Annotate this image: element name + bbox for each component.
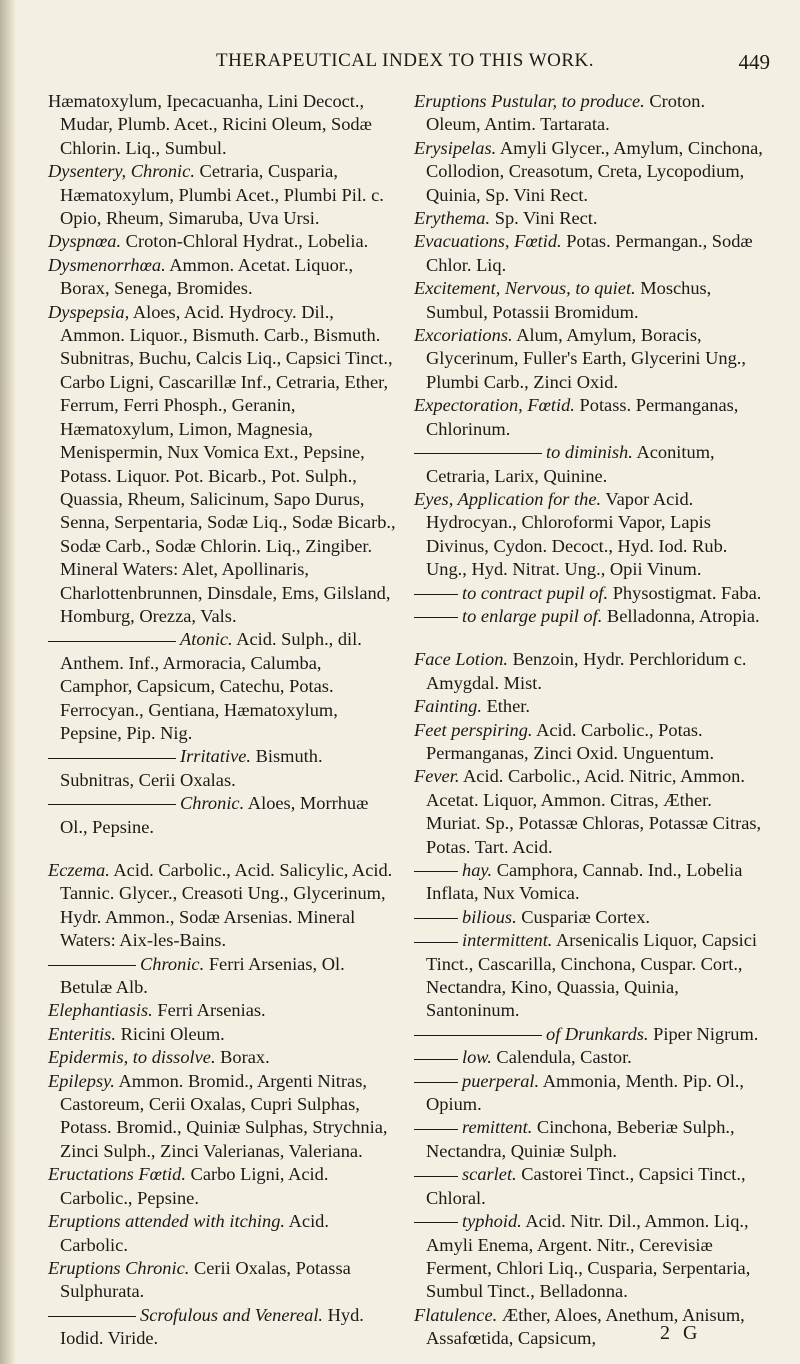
index-term: Erysipelas.	[414, 137, 497, 158]
ditto-rule	[414, 1059, 458, 1060]
index-remedies: Bismuth. Subnitras, Cerii Oxalas.	[60, 746, 323, 790]
index-remedies: Ferri Arsenias.	[157, 1000, 266, 1021]
index-remedies: Cerii Oxalas, Potassa Sulphurata.	[60, 1257, 351, 1302]
index-entry	[48, 953, 398, 1000]
index-remedies: Acid. Carbolic., Acid. Nitric, Ammon. Acetat. Liquor, Ammon. Citras, Æther. Muriat. Sp., Potassæ Chloras, Potassæ Citras, Potas. Tart. Acid.	[426, 766, 762, 857]
running-header	[40, 50, 770, 80]
index-entry	[414, 230, 764, 277]
index-entry	[48, 628, 398, 745]
index-entry	[48, 301, 398, 629]
index-remedies: Acid. Nitr. Dil., Ammon. Liq., Amyli Enema, Argent. Nitr., Cerevisiæ Ferment, Chlori Liq., Cusparia, Serpentaria, Sumbul Tinct., Belladonna.	[426, 1211, 751, 1302]
index-entry	[48, 1257, 398, 1304]
index-remedies: Acid. Carbolic., Potas. Permanganas, Zinci Oxid. Unguentum.	[426, 719, 715, 763]
index-term: Fever.	[414, 766, 460, 787]
index-term: Epidermis, to dissolve.	[48, 1047, 216, 1068]
index-entry	[414, 719, 764, 766]
index-term: typhoid.	[462, 1211, 522, 1232]
index-entry	[414, 906, 764, 929]
index-entry	[48, 999, 398, 1022]
index-remedies: Calendula, Castor.	[496, 1047, 632, 1068]
index-term: Epilepsy.	[48, 1070, 115, 1091]
running-title: THERAPEUTICAL INDEX TO THIS WORK.	[215, 50, 595, 71]
ditto-rule	[414, 1129, 458, 1130]
index-term: Eruptions attended with itching.	[48, 1211, 286, 1232]
index-term: Chronic.	[180, 793, 245, 814]
right-column	[414, 90, 764, 1351]
ditto-rule	[414, 942, 458, 943]
index-entry	[414, 648, 764, 695]
index-term: hay.	[462, 860, 493, 880]
index-entry	[414, 1116, 764, 1163]
index-entry	[414, 394, 764, 441]
index-entry	[414, 207, 764, 230]
ditto-rule	[414, 1222, 458, 1223]
page-binding-shadow	[0, 0, 16, 1364]
index-entry	[48, 1163, 398, 1210]
index-term: bilious.	[462, 906, 517, 927]
index-term: Dyspepsia,	[48, 301, 130, 322]
index-remedies: Potas. Permangan., Sodæ Chlor. Liq.	[426, 231, 753, 275]
index-remedies: Aloes, Acid. Hydrocy. Dil., Ammon. Liquor., Bismuth. Carb., Bismuth. Subnitras, Buchu, Calcis Liq., Capsici Tinct., Carbo Ligni, Cascarillæ Inf., Cetraria, Ether, Ferrum, Ferri Phosph., Geranin, Hæmatoxylum, Limon, Magnesia, Menispermin, Nux Vomica Ext., Pepsine, Potass. Liquor. Pot. Bicarb., Pot. Sulph., Quassia, Rheum, Salicinum, Sapo Durus, Senna, Serpentaria, Sodæ Liq., Sodæ Bicarb., Sodæ Carb., Sodæ Chlorin. Liq., Zingiber. Mineral Waters: Alet, Apollinaris, Charlottenbrunnen, Dinsdale, Ems, Gilsland, Homburg, Orezza, Vals.	[60, 301, 396, 626]
index-entry	[414, 1304, 764, 1351]
index-term: Eruptions Pustular, to produce.	[414, 91, 645, 111]
index-entry	[414, 488, 764, 582]
index-remedies: Ricini Oleum.	[120, 1023, 225, 1044]
index-entry	[414, 441, 764, 488]
index-entry	[414, 1070, 764, 1117]
index-entry	[48, 1046, 398, 1069]
index-term: Evacuations, Fœtid.	[414, 231, 562, 252]
index-remedies: Hyd. Iodid. Viride.	[60, 1304, 364, 1349]
index-term: Excitement, Nervous, to quiet.	[414, 278, 636, 299]
index-term: Scrofulous and Venereal.	[140, 1304, 324, 1325]
index-remedies: Borax.	[220, 1047, 270, 1068]
index-entry	[414, 765, 764, 859]
index-term: Fainting.	[414, 696, 482, 717]
index-remedies: Benzoin, Hydr. Perchloridum c. Amygdal. Mist.	[426, 649, 747, 693]
index-entry	[48, 792, 398, 839]
printer-signature-mark: 2 G	[660, 1322, 702, 1344]
index-remedies: Acid. Sulph., dil. Anthem. Inf., Armoracia, Calumba, Camphor, Capsicum, Catechu, Potas. Ferrocyan., Gentiana, Hæmatoxylum, Pepsine, Pip. Nig.	[60, 629, 362, 743]
index-term: Dysmenorrhœa.	[48, 254, 166, 275]
index-term: Enteritis.	[48, 1023, 116, 1044]
index-remedies: Croton-Chloral Hydrat., Lobelia.	[125, 231, 369, 252]
index-entry	[414, 1023, 764, 1046]
index-term: Expectoration, Fœtid.	[414, 395, 575, 416]
ditto-rule	[48, 1316, 136, 1317]
index-entry	[414, 582, 764, 605]
ditto-rule	[48, 804, 176, 805]
index-remedies: Cetraria, Cusparia, Hæmatoxylum, Plumbi Acet., Plumbi Pil. c. Opio, Rheum, Simaruba, Uva Ursi.	[60, 161, 384, 229]
index-entry	[414, 1046, 764, 1069]
ditto-rule	[414, 871, 458, 872]
index-entry	[48, 1210, 398, 1257]
index-entry	[48, 254, 398, 301]
ditto-rule	[414, 1176, 458, 1177]
index-remedies: Moschus, Sumbul, Potassii Bromidum.	[426, 278, 712, 322]
index-term: remittent.	[462, 1117, 533, 1138]
index-term: Eruptions Chronic.	[48, 1257, 190, 1278]
index-remedies: Ether.	[486, 696, 530, 717]
index-entry	[48, 1070, 398, 1164]
index-remedies: Croton. Oleum, Antim. Tartarata.	[426, 91, 706, 135]
index-remedies: Potass. Permanganas, Chlorinum.	[426, 395, 739, 439]
index-term: Feet perspiring.	[414, 719, 533, 740]
index-entry	[414, 929, 764, 1023]
index-remedies: Aloes, Morrhuæ Ol., Pepsine.	[60, 793, 369, 837]
ditto-rule	[48, 965, 136, 966]
index-term: Dyspnœa.	[48, 231, 122, 252]
ditto-rule	[48, 641, 176, 642]
index-term: to contract pupil of.	[462, 582, 609, 603]
index-term: Face Lotion.	[414, 649, 508, 670]
index-remedies: Physostigmat. Faba.	[612, 582, 762, 603]
index-entry	[48, 90, 398, 160]
index-remedies: Ammon. Acetat. Liquor., Borax, Senega, Bromides.	[60, 254, 354, 299]
index-remedies: Piper Nigrum.	[653, 1023, 759, 1044]
index-term: Eczema.	[48, 860, 110, 880]
index-entry	[414, 324, 764, 394]
index-entry	[414, 90, 764, 137]
index-term: Irritative.	[180, 746, 251, 767]
index-entry	[414, 1163, 764, 1210]
index-entry	[48, 859, 398, 953]
index-term: Eyes, Application for the.	[414, 488, 602, 509]
index-remedies: Amyli Glycer., Amylum, Cinchona, Collodion, Creasotum, Creta, Lycopodium, Quinia, Sp. Vini Rect.	[426, 137, 763, 205]
index-term: Dysentery, Chronic.	[48, 161, 195, 182]
left-column	[48, 90, 398, 1351]
index-entry	[48, 745, 398, 792]
ditto-rule	[414, 918, 458, 919]
index-entry	[48, 230, 398, 253]
index-remedies: Sp. Vini Rect.	[494, 208, 598, 229]
index-term: Chronic.	[140, 953, 205, 974]
ditto-rule	[48, 758, 176, 759]
index-term: Elephantiasis.	[48, 1000, 153, 1021]
ditto-rule	[414, 453, 542, 454]
index-remedies: Ammonia, Menth. Pip. Ol., Opium.	[426, 1070, 745, 1115]
index-term: Excoriations.	[414, 325, 513, 346]
index-term: Eructations Fœtid.	[48, 1164, 186, 1185]
index-entry	[414, 277, 764, 324]
index-remedies: Carbo Ligni, Acid. Carbolic., Pepsine.	[60, 1164, 329, 1208]
index-entry	[48, 1023, 398, 1046]
index-entry	[414, 695, 764, 718]
index-term: intermittent.	[462, 930, 553, 951]
index-remedies: Æther, Aloes, Anethum, Anisum, Assafœtida, Capsicum,	[426, 1304, 745, 1349]
index-remedies: Cinchona, Beberiæ Sulph., Nectandra, Quiniæ Sulph.	[426, 1117, 735, 1161]
index-entry	[414, 137, 764, 207]
index-remedies: Belladonna, Atropia.	[606, 605, 760, 626]
ditto-rule	[414, 1035, 542, 1036]
index-remedies: Acid. Carbolic., Acid. Salicylic, Acid. Tannic. Glycer., Creasoti Ung., Glycerinum, Hydr. Ammon., Sodæ Arsenias. Mineral Waters: Aix-les-Bains.	[60, 860, 393, 951]
index-remedies: Acid. Carbolic.	[60, 1211, 329, 1255]
index-term: to enlarge pupil of.	[462, 605, 603, 626]
index-entry	[414, 605, 764, 628]
page-number: 449	[738, 50, 770, 74]
index-term: scarlet.	[462, 1164, 517, 1185]
index-term: to diminish.	[546, 442, 633, 463]
index-remedies: Cuspariæ Cortex.	[521, 906, 651, 927]
ditto-rule	[414, 617, 458, 618]
index-term: puerperal.	[462, 1070, 540, 1091]
index-remedies: Camphora, Cannab. Ind., Lobelia Inflata, Nux Vomica.	[426, 860, 743, 904]
index-term: of Drunkards.	[546, 1023, 649, 1044]
index-remedies: Alum, Amylum, Boracis, Glycerinum, Fuller's Earth, Glycerini Ung., Plumbi Carb., Zinci Oxid.	[426, 325, 746, 392]
index-remedies: Castorei Tinct., Capsici Tinct., Chloral.	[426, 1164, 746, 1208]
index-term: Flatulence.	[414, 1304, 498, 1325]
index-remedies: Arsenicalis Liquor, Capsici Tinct., Cascarilla, Cinchona, Cuspar. Cort., Nectandra, Kino, Quassia, Quinia, Santoninum.	[426, 930, 758, 1021]
index-entry	[48, 160, 398, 230]
index-remedies: Ferri Arsenias, Ol. Betulæ Alb.	[60, 953, 345, 998]
ditto-rule	[414, 1082, 458, 1083]
index-entry	[414, 859, 764, 906]
index-remedies: Aconitum, Cetraria, Larix, Quinine.	[426, 442, 715, 486]
index-entry	[48, 1304, 398, 1351]
ditto-rule	[414, 594, 458, 595]
index-term: low.	[462, 1047, 492, 1068]
index-remedies: Hæmatoxylum, Ipecacuanha, Lini Decoct., Mudar, Plumb. Acet., Ricini Oleum, Sodæ Chlorin. Liq., Sumbul.	[48, 91, 372, 158]
index-term: Atonic.	[180, 629, 233, 650]
index-entry	[414, 1210, 764, 1304]
index-remedies: Vapor Acid. Hydrocyan., Chloroformi Vapor, Lapis Divinus, Cydon. Decoct., Hyd. Iod. Rub. Ung., Hyd. Nitrat. Ung., Opii Vinum.	[426, 488, 728, 580]
index-remedies: Ammon. Bromid., Argenti Nitras, Castoreum, Cerii Oxalas, Cupri Sulphas, Potass. Bromid., Quiniæ Sulphas, Strychnia, Zinci Sulph., Zinci Valerianas, Valeriana.	[60, 1070, 388, 1161]
index-term: Erythema.	[414, 208, 491, 229]
